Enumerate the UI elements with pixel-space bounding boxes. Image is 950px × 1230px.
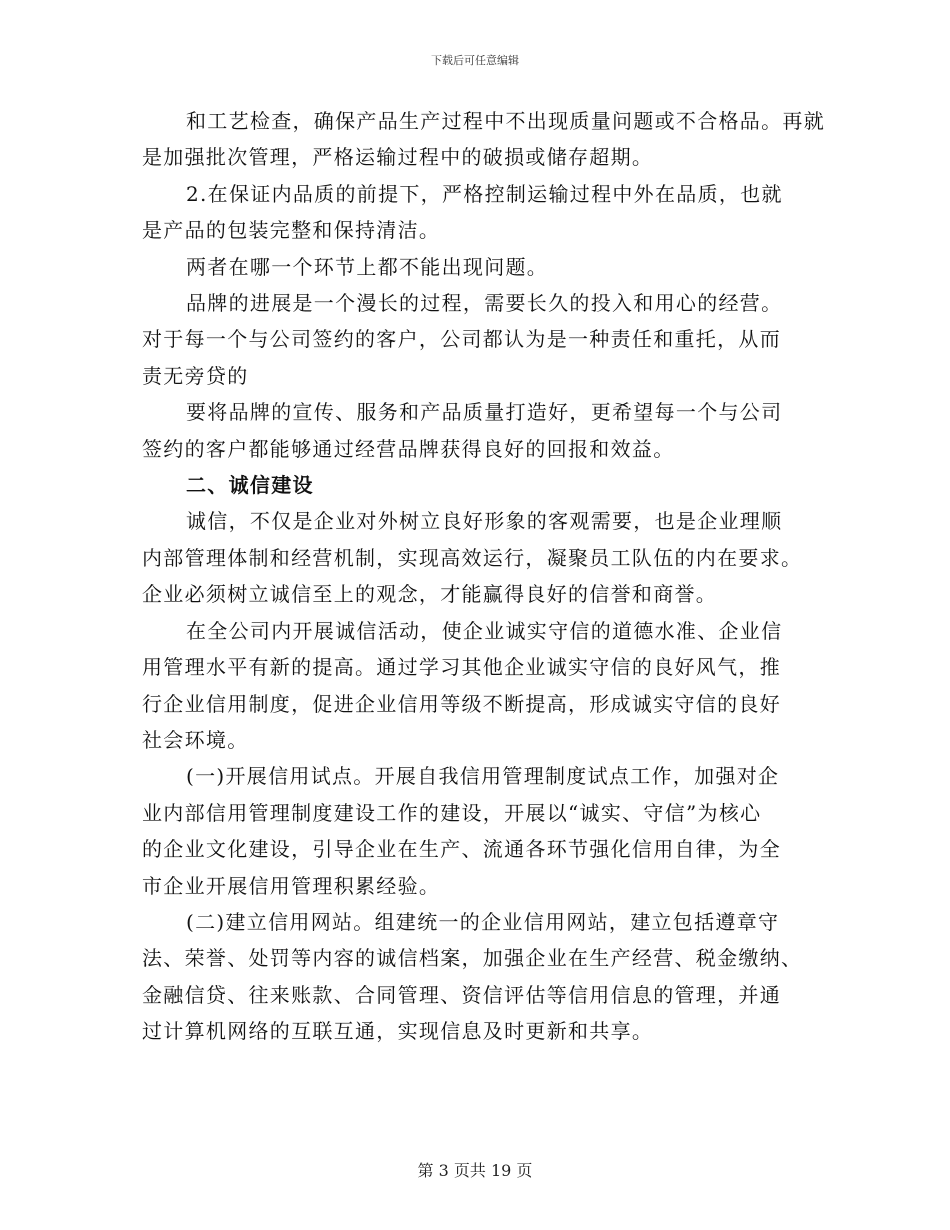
paragraph: [142, 176, 802, 249]
text-line: 在全公司内开展诚信活动，使企业诚实守信的道德水准、企业信: [186, 618, 783, 643]
text-line: 诚信，不仅是企业对外树立良好形象的客观需要，也是企业理顺: [186, 509, 783, 534]
text-line: 金融信贷、往来账款、合同管理、资信评估等信用信息的管理，并通: [142, 982, 781, 1007]
paragraph: [142, 249, 802, 285]
paragraph: [142, 758, 802, 904]
text-line: 责无旁贷的: [142, 363, 249, 388]
paragraph: [142, 904, 802, 1050]
text-line: 社会环境。: [142, 727, 249, 752]
paragraph: [142, 285, 802, 394]
text-line: 要将品牌的宣传、服务和产品质量打造好，更希望每一个与公司: [186, 400, 783, 425]
text-line: (一)开展信用试点。开展自我信用管理制度试点工作，加强对企: [186, 764, 780, 789]
paragraph: [142, 503, 802, 612]
document-body: [142, 103, 825, 1050]
text-line: 市企业开展信用管理积累经验。: [142, 873, 441, 898]
paragraph: [142, 394, 802, 467]
text-line: 的企业文化建设，引导企业在生产、流通各环节强化信用自律，为全: [142, 837, 781, 862]
text-line: 是产品的包装完整和保持清洁。: [142, 218, 441, 243]
text-line: 两者在哪一个环节上都不能出现问题。: [186, 254, 549, 279]
heading-text: 二、诚信建设: [186, 473, 314, 498]
text-line: 品牌的进展是一个漫长的过程，需要长久的投入和用心的经营。: [186, 291, 783, 316]
text-line: 用管理水平有新的提高。通过学习其他企业诚实守信的良好风气，推: [142, 655, 781, 680]
text-line: 和工艺检查，确保产品生产过程中不出现质量问题或不合格品。再就: [186, 109, 825, 133]
text-line: 签约的客户都能够通过经营品牌获得良好的回报和效益。: [142, 436, 675, 461]
text-line: 业内部信用管理制度建设工作的建设，开展以“诚实、守信”为核心: [142, 800, 762, 825]
paragraph: [142, 103, 825, 176]
text-line: 法、荣誉、处罚等内容的诚信档案，加强企业在生产经营、税金缴纳、: [142, 946, 803, 971]
section-heading: [142, 467, 802, 503]
text-line: 2.在保证内品质的前提下，严格控制运输过程中外在品质，也就: [186, 181, 783, 206]
text-line: 企业必须树立诚信至上的观念，才能赢得良好的信誉和商誉。: [142, 582, 718, 607]
page-footer: 第 3 页共 19 页: [417, 1161, 533, 1180]
text-line: (二)建立信用网站。组建统一的企业信用网站，建立包括遵章守: [186, 909, 780, 934]
text-line: 是加强批次管理，严格运输过程中的破损或储存超期。: [142, 145, 654, 170]
page-header: 下载后可任意编辑: [431, 54, 519, 67]
text-line: 对于每一个与公司签约的客户，公司都认为是一种责任和重托，从而: [142, 327, 781, 352]
paragraph: [142, 613, 802, 759]
text-line: 过计算机网络的互联互通，实现信息及时更新和共享。: [142, 1019, 654, 1044]
text-line: 行企业信用制度，促进企业信用等级不断提高，形成诚实守信的良好: [142, 691, 781, 716]
text-line: 内部管理体制和经营机制，实现高效运行，凝聚员工队伍的内在要求。: [142, 545, 803, 570]
